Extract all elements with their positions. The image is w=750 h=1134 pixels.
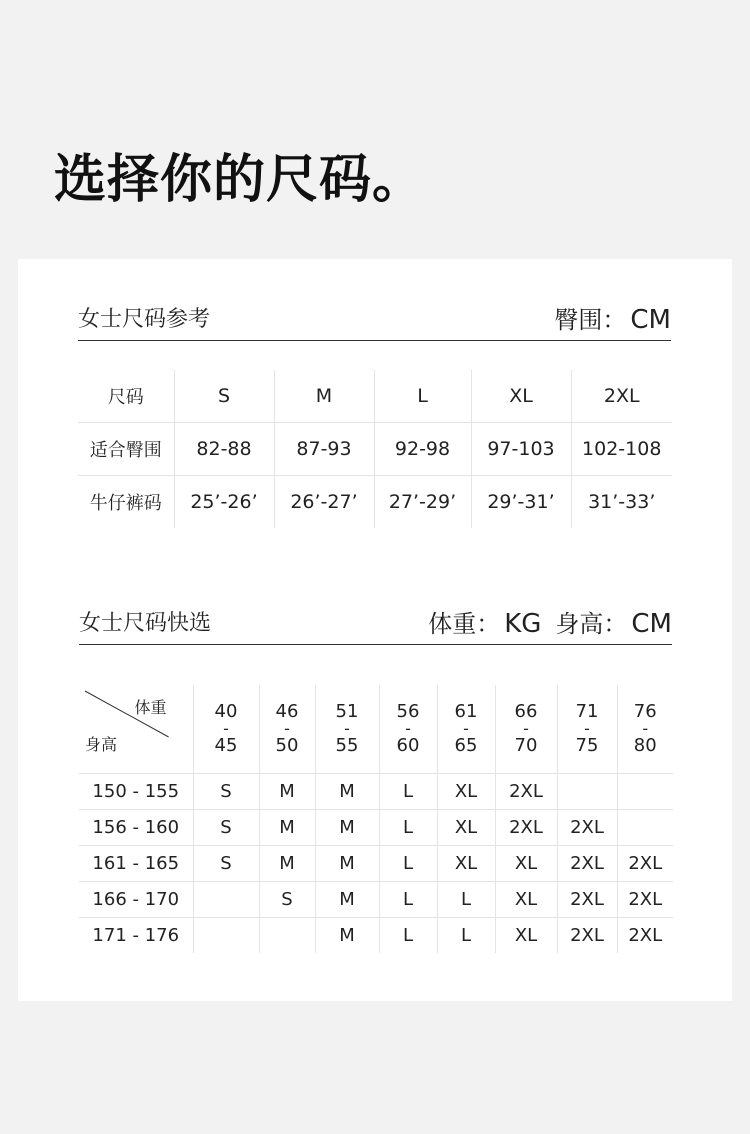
size-cell bbox=[617, 774, 673, 810]
corner-cell bbox=[79, 685, 193, 774]
size-cell bbox=[193, 918, 259, 954]
size-cell bbox=[193, 882, 259, 918]
table-row bbox=[78, 423, 672, 476]
size-cell: L bbox=[437, 882, 495, 918]
table-cell: 92-98 bbox=[374, 423, 471, 476]
size-cell: L bbox=[379, 882, 437, 918]
size-cell: 2XL bbox=[557, 918, 617, 954]
section-unit-weight-height bbox=[428, 604, 672, 644]
table-cell: 31’-33’ bbox=[588, 491, 656, 513]
size-cell: 2XL bbox=[617, 846, 673, 882]
weight-from: 56 bbox=[396, 701, 420, 722]
section-header-reference bbox=[78, 300, 671, 341]
weight-dash: - bbox=[642, 719, 649, 738]
weight-dash: - bbox=[523, 719, 529, 738]
weight-from: 66 bbox=[514, 701, 538, 722]
unit-value-hip: CM bbox=[630, 305, 671, 335]
size-cell: XL bbox=[437, 810, 495, 846]
weight-to: 70 bbox=[514, 735, 538, 756]
size-cell bbox=[617, 810, 673, 846]
size-cell: XL bbox=[495, 918, 557, 954]
unit-value-weight: KG bbox=[504, 609, 542, 639]
weight-dash: - bbox=[344, 719, 350, 738]
unit-label-weight: 体重： bbox=[428, 610, 501, 638]
weight-from: 61 bbox=[454, 701, 478, 722]
weight-from: 76 bbox=[633, 701, 657, 722]
size-reference-table bbox=[78, 370, 672, 528]
size-cell: L bbox=[379, 846, 437, 882]
size-cell: L bbox=[379, 810, 437, 846]
size-cell: 2XL bbox=[557, 846, 617, 882]
size-cell: L bbox=[379, 774, 437, 810]
table-header-row bbox=[79, 685, 673, 774]
weight-to: 80 bbox=[633, 735, 657, 756]
header-cell: XL bbox=[471, 370, 571, 423]
size-cell: XL bbox=[437, 846, 495, 882]
size-cell: M bbox=[315, 918, 379, 954]
section-header-quickselect bbox=[79, 604, 672, 645]
corner-label-height: 身高 bbox=[85, 735, 118, 754]
unit-value-height: CM bbox=[631, 609, 672, 639]
weight-dash: - bbox=[284, 719, 290, 738]
height-label: 161 - 165 bbox=[79, 846, 193, 882]
size-cell: M bbox=[315, 810, 379, 846]
section-title-reference: 女士尺码参考 bbox=[78, 307, 211, 332]
size-cell: L bbox=[437, 918, 495, 954]
table-row bbox=[79, 882, 673, 918]
table-cell: 27’-29’ bbox=[374, 476, 471, 529]
weight-header bbox=[617, 685, 673, 774]
table-row bbox=[79, 846, 673, 882]
height-label: 171 - 176 bbox=[79, 918, 193, 954]
unit-label-hip: 臀围： bbox=[554, 306, 627, 334]
size-cell: M bbox=[259, 774, 315, 810]
table-cell: 26’-27’ bbox=[274, 476, 374, 529]
size-cell: M bbox=[315, 846, 379, 882]
unit-label-height: 身高： bbox=[555, 610, 628, 638]
table-cell: 82-88 bbox=[174, 423, 274, 476]
header-cell: L bbox=[374, 370, 471, 423]
height-label: 156 - 160 bbox=[79, 810, 193, 846]
weight-to: 55 bbox=[335, 735, 359, 756]
weight-header bbox=[437, 685, 495, 774]
weight-header bbox=[557, 685, 617, 774]
table-cell: 25’-26’ bbox=[174, 476, 274, 529]
table-cell: 87-93 bbox=[274, 423, 374, 476]
weight-dash: - bbox=[223, 719, 229, 738]
weight-dash: - bbox=[584, 719, 590, 738]
weight-dash: - bbox=[405, 719, 411, 738]
size-cell: 2XL bbox=[557, 882, 617, 918]
size-cell: M bbox=[315, 882, 379, 918]
weight-header bbox=[315, 685, 379, 774]
size-cell: XL bbox=[495, 846, 557, 882]
size-cell: 2XL bbox=[557, 810, 617, 846]
weight-header bbox=[193, 685, 259, 774]
size-cell: 2XL bbox=[495, 774, 557, 810]
size-cell: 2XL bbox=[617, 882, 673, 918]
weight-from: 51 bbox=[335, 701, 359, 722]
size-cell: S bbox=[193, 774, 259, 810]
size-cell: XL bbox=[437, 774, 495, 810]
size-cell: 2XL bbox=[628, 925, 663, 946]
size-chart-card bbox=[18, 259, 732, 1001]
size-cell: S bbox=[259, 882, 315, 918]
size-cell: S bbox=[193, 846, 259, 882]
size-cell bbox=[557, 774, 617, 810]
size-cell: XL bbox=[495, 882, 557, 918]
weight-to: 75 bbox=[575, 735, 599, 756]
table-cell: 97-103 bbox=[471, 423, 571, 476]
quick-select-table bbox=[79, 685, 673, 953]
table-row bbox=[79, 918, 673, 954]
row-label: 适合臀围 bbox=[78, 423, 174, 476]
weight-to: 65 bbox=[454, 735, 478, 756]
table-row bbox=[79, 774, 673, 810]
size-cell: S bbox=[193, 810, 259, 846]
weight-dash: - bbox=[463, 719, 469, 738]
header-cell: 2XL bbox=[571, 370, 672, 423]
table-row bbox=[79, 810, 673, 846]
height-label: 150 - 155 bbox=[79, 774, 193, 810]
page-title: 选择你的尺码。 bbox=[54, 150, 426, 210]
weight-to: 50 bbox=[275, 735, 299, 756]
corner-label-weight: 体重 bbox=[134, 698, 167, 717]
section-title-quickselect: 女士尺码快选 bbox=[79, 611, 212, 636]
weight-to: 60 bbox=[396, 735, 420, 756]
size-cell: L bbox=[379, 918, 437, 954]
weight-from: 71 bbox=[575, 701, 599, 722]
table-row bbox=[78, 476, 672, 529]
header-cell: M bbox=[274, 370, 374, 423]
weight-header bbox=[259, 685, 315, 774]
weight-to: 45 bbox=[214, 735, 238, 756]
size-cell: M bbox=[259, 846, 315, 882]
weight-header bbox=[495, 685, 557, 774]
table-header-row bbox=[78, 370, 672, 423]
table-cell: 102-108 bbox=[571, 423, 672, 476]
size-cell bbox=[259, 918, 315, 954]
header-cell: 尺码 bbox=[78, 370, 174, 423]
size-cell: 2XL bbox=[495, 810, 557, 846]
weight-header bbox=[379, 685, 437, 774]
weight-from: 40 bbox=[214, 701, 238, 722]
table-cell: 29’-31’ bbox=[471, 476, 571, 529]
height-label: 166 - 170 bbox=[79, 882, 193, 918]
row-label: 牛仔裤码 bbox=[78, 476, 174, 529]
weight-from: 46 bbox=[275, 701, 299, 722]
section-unit-hip bbox=[554, 300, 671, 340]
size-cell: M bbox=[315, 774, 379, 810]
header-cell: S bbox=[174, 370, 274, 423]
size-cell: M bbox=[259, 810, 315, 846]
